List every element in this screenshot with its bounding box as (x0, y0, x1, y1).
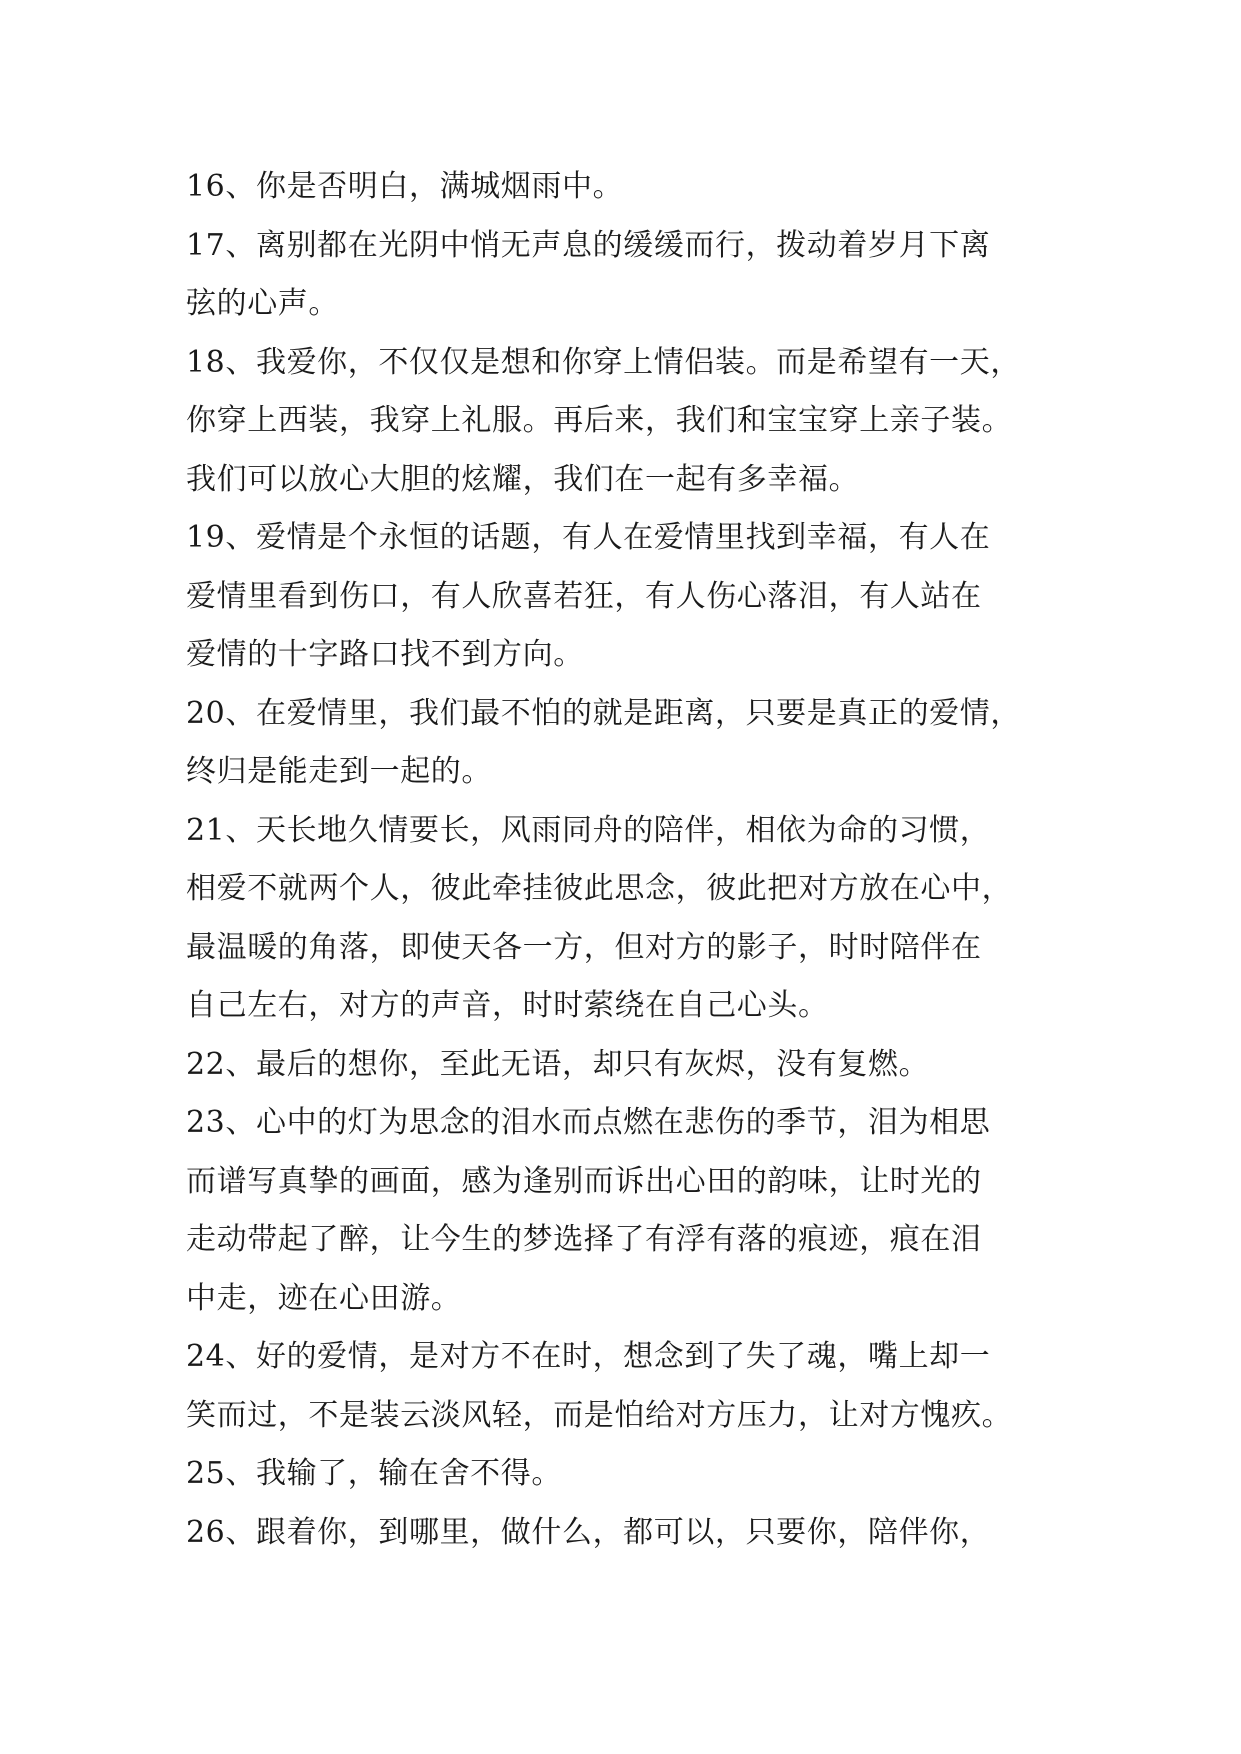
entry-26 (186, 1504, 1066, 1563)
entry-18 (186, 334, 1066, 510)
text-line: 26、跟着你，到哪里，做什么，都可以，只要你，陪伴你， (186, 1514, 991, 1550)
entry-21 (186, 802, 1066, 1036)
text-line: 25、我输了，输在舍不得。 (186, 1456, 562, 1491)
entry-22 (186, 1036, 1066, 1095)
text-line: 爱情的十字路口找不到方向。 (186, 637, 584, 672)
entry-19 (186, 509, 1066, 685)
text-line: 爱情里看到伤口，有人欣喜若狂，有人伤心落泪，有人站在 (186, 578, 982, 614)
text-line: 22、最后的想你，至此无语，却只有灰烬，没有复燃。 (186, 1046, 930, 1082)
text-line: 17、离别都在光阴中悄无声息的缓缓而行，拨动着岁月下离 (186, 227, 991, 263)
text-line: 20、在爱情里，我们最不怕的就是距离，只要是真正的爱情， (186, 695, 1021, 731)
text-line: 中走，迹在心田游。 (186, 1280, 462, 1316)
entry-16 (186, 158, 1066, 217)
entry-20 (186, 685, 1066, 802)
document-body (186, 158, 1066, 1562)
entry-24 (186, 1328, 1066, 1445)
entry-17 (186, 217, 1066, 334)
text-line: 相爱不就两个人，彼此牵挂彼此思念，彼此把对方放在心中， (186, 871, 1013, 906)
text-line: 自己左右，对方的声音，时时萦绕在自己心头。 (186, 988, 829, 1023)
entry-23 (186, 1094, 1066, 1328)
text-line: 24、好的爱情，是对方不在时，想念到了失了魂，嘴上却一 (186, 1339, 991, 1374)
text-line: 23、心中的灯为思念的泪水而点燃在悲伤的季节，泪为相思 (186, 1105, 991, 1140)
text-line: 我们可以放心大胆的炫耀，我们在一起有多幸福。 (186, 461, 860, 497)
text-line: 你穿上西装，我穿上礼服。再后来，我们和宝宝穿上亲子装。 (186, 403, 1013, 438)
text-line: 最温暖的角落，即使天各一方，但对方的影子，时时陪伴在 (186, 929, 982, 965)
entry-25 (186, 1445, 1066, 1504)
text-line: 19、爱情是个永恒的话题，有人在爱情里找到幸福，有人在 (186, 520, 991, 555)
text-line: 走动带起了醉，让今生的梦选择了有浮有落的痕迹，痕在泪 (186, 1222, 982, 1257)
text-line: 16、你是否明白，满城烟雨中。 (186, 169, 624, 204)
text-line: 弦的心声。 (186, 286, 339, 321)
text-line: 终归是能走到一起的。 (186, 754, 492, 789)
text-line: 18、我爱你，不仅仅是想和你穿上情侣装。而是希望有一天， (186, 344, 1021, 380)
text-line: 笑而过，不是装云淡风轻，而是怕给对方压力，让对方愧疚。 (186, 1397, 1013, 1433)
text-line: 而谱写真挚的画面，感为逢别而诉出心田的韵味，让时光的 (186, 1163, 982, 1199)
text-line: 21、天长地久情要长，风雨同舟的陪伴，相依为命的习惯， (186, 812, 991, 848)
